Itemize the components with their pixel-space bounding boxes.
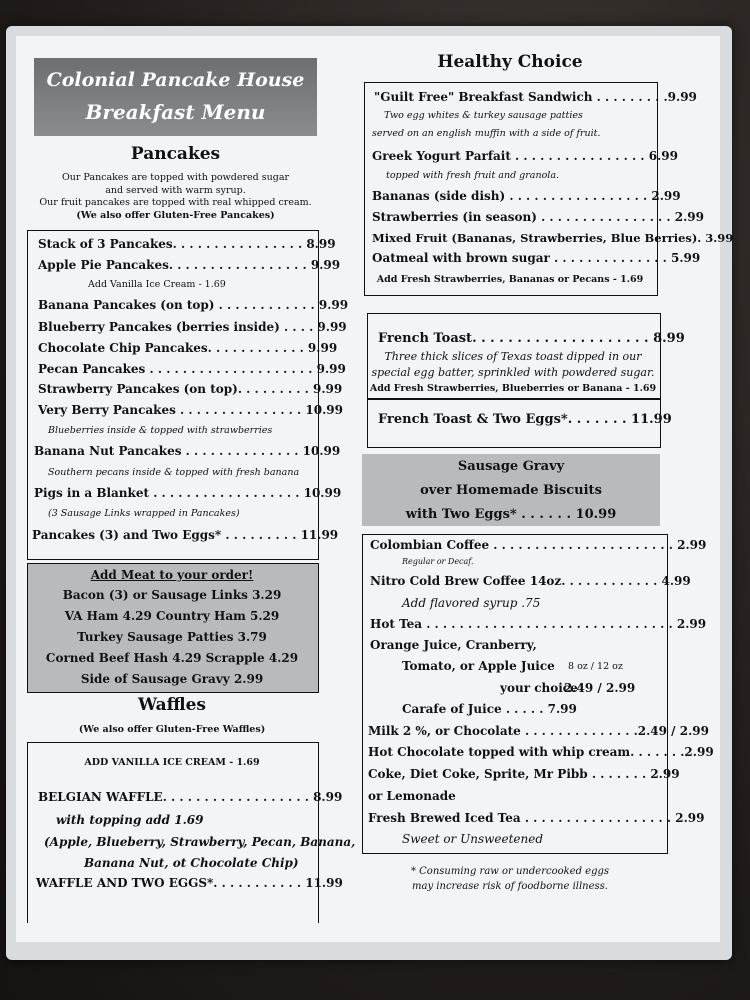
french-toast-desc: special egg batter, sprinkled with powdered sugar. [371,366,655,379]
pancakes-intro-line: and served with warm syrup. [105,184,246,196]
pancakes-intro-line: Our Pancakes are topped with powdered sugar [61,172,290,183]
item-note: Two egg whites & turkey sausage patties [384,110,583,121]
item-note: served on an english muffin with a side of fruit. [372,128,601,139]
menu-item: Milk 2 %, or Chocolate . . . . . . . . . . . . . .2.49 / 2.99 [368,724,709,738]
gravy-line: over Homemade Biscuits [420,483,602,498]
waffles-box [27,742,319,923]
footer-warning: * Consuming raw or undercooked eggs [410,866,610,877]
menu-item: Orange Juice, Cranberry, [370,638,537,652]
item-note: Add Vanilla Ice Cream - 1.69 [88,279,226,290]
menu-item: Apple Pie Pancakes. . . . . . . . . . . . . . . . . 9.99 [38,258,341,272]
meat-line: Turkey Sausage Patties 3.79 [77,630,267,644]
meat-line: Side of Sausage Gravy 2.99 [80,672,264,686]
menu-item: Oatmeal with brown sugar . . . . . . . . . . . . . . 5.99 [372,251,701,265]
healthy-addon: Add Fresh Strawberries, Bananas or Pecans - 1.69 [376,274,644,285]
waffle-topping: with topping add 1.69 [56,813,204,827]
item-note: Southern pecans inside & topped with fresh banana [48,467,300,478]
menu-item: Pancakes (3) and Two Eggs* . . . . . . . . . 11.99 [32,528,339,542]
menu-item: WAFFLE AND TWO EGGS*. . . . . . . . . . . 11.99 [36,876,343,890]
menu-item: Bananas (side dish) . . . . . . . . . . . . . . . . . 2.99 [372,189,681,203]
waffles-heading: Waffles [138,695,206,715]
menu-item: Pecan Pancakes . . . . . . . . . . . . . . . . . . . . 9.99 [38,362,346,376]
menu-item: Hot Chocolate topped with whip cream. . . . . . .2.99 [368,745,714,759]
title-line1: Colonial Pancake House [46,69,305,91]
menu-item: your choice [500,681,578,695]
meat-line: Bacon (3) or Sausage Links 3.29 [62,588,282,602]
menu-item: Greek Yogurt Parfait . . . . . . . . . . . . . . . . 6.99 [372,149,678,163]
waffles-intro: (We also offer Gluten-Free Waffles) [78,724,266,735]
menu-item: "Guilt Free" Breakfast Sandwich . . . . . . . . .9.99 [374,90,697,104]
menu-item: or Lemonade [368,789,456,803]
menu-item: Blueberry Pancakes (berries inside) . . . . 9.99 [38,320,347,334]
drink-note: Sweet or Unsweetened [402,832,544,846]
menu-item: Tomato, or Apple Juice [402,659,555,673]
menu-item: Carafe of Juice . . . . . 7.99 [402,702,577,716]
pancakes-intro-line: (We also offer Gluten-Free Pancakes) [76,209,275,221]
drink-note: Add flavored syrup .75 [402,596,541,610]
title-line2: Breakfast Menu [85,100,266,124]
menu-item: Very Berry Pancakes . . . . . . . . . . . . . . . 10.99 [38,403,343,417]
menu-item: Chocolate Chip Pancakes. . . . . . . . . . . . 9.99 [38,341,338,355]
menu-item: Fresh Brewed Iced Tea . . . . . . . . . . . . . . . . . . 2.99 [368,811,705,825]
menu-item: Stack of 3 Pancakes. . . . . . . . . . . . . . . . 8.99 [38,237,336,251]
healthy-heading: Healthy Choice [437,52,583,72]
juice-prices: 2.49 / 2.99 [564,681,636,695]
waffle-toppings-list: Banana Nut, ot Chocolate Chip) [84,856,299,870]
item-note: Blueberries inside & topped with strawberries [48,425,273,436]
pancakes-intro-line: Our fruit pancakes are topped with real whipped cream. [39,197,312,208]
pancakes-intro [24,172,327,222]
menu-item: Banana Nut Pancakes . . . . . . . . . . . . . . 10.99 [34,444,341,458]
menu-item: Pigs in a Blanket . . . . . . . . . . . . . . . . . . 10.99 [34,486,342,500]
footer-warning: may increase risk of foodborne illness. [412,881,608,892]
waffle-toppings-list: (Apple, Blueberry, Strawberry, Pecan, Banana, [44,835,356,849]
title-banner [34,58,317,136]
menu-item: Strawberries (in season) . . . . . . . . . . . . . . . . 2.99 [372,210,704,224]
menu-item: Mixed Fruit (Bananas, Strawberries, Blue Berries). 3.99 [372,231,734,245]
menu-item: Colombian Coffee . . . . . . . . . . . . . . . . . . . . . . 2.99 [370,538,707,552]
meat-line: Corned Beef Hash 4.29 Scrapple 4.29 [45,651,299,665]
menu-item: Coke, Diet Coke, Sprite, Mr Pibb . . . . . . . 2.99 [368,767,680,781]
gravy-line: Sausage Gravy [457,459,565,474]
french-toast-eggs-item: French Toast & Two Eggs*. . . . . . . 11.99 [378,412,672,427]
french-toast-addon: Add Fresh Strawberries, Blueberries or Banana - 1.69 [369,383,657,394]
juice-sizes: 8 oz / 12 oz [568,661,623,672]
item-note: Regular or Decaf. [402,557,474,566]
item-note: (3 Sausage Links wrapped in Pancakes) [48,508,240,519]
french-toast-item: French Toast. . . . . . . . . . . . . . . . . . . . 8.99 [378,331,685,346]
menu-item: Strawberry Pancakes (on top). . . . . . . . . 9.99 [38,382,343,396]
menu-item: BELGIAN WAFFLE. . . . . . . . . . . . . . . . . . 8.99 [38,790,343,804]
add-meat-heading: Add Meat to your order! [90,568,254,582]
pancakes-heading: Pancakes [130,144,221,164]
menu-item: Banana Pancakes (on top) . . . . . . . . . . . . 9.99 [38,298,349,312]
gravy-line: with Two Eggs* . . . . . . 10.99 [405,507,617,522]
menu-item: Hot Tea . . . . . . . . . . . . . . . . . . . . . . . . . . . . . . 2.99 [370,617,707,631]
item-note: topped with fresh fruit and granola. [386,170,560,181]
menu-item: Nitro Cold Brew Coffee 14oz. . . . . . . . . . . . 4.99 [370,574,691,588]
french-toast-desc: Three thick slices of Texas toast dipped in our [384,350,642,363]
waffle-addon: ADD VANILLA ICE CREAM - 1.69 [84,757,260,768]
meat-line: VA Ham 4.29 Country Ham 5.29 [64,609,280,623]
